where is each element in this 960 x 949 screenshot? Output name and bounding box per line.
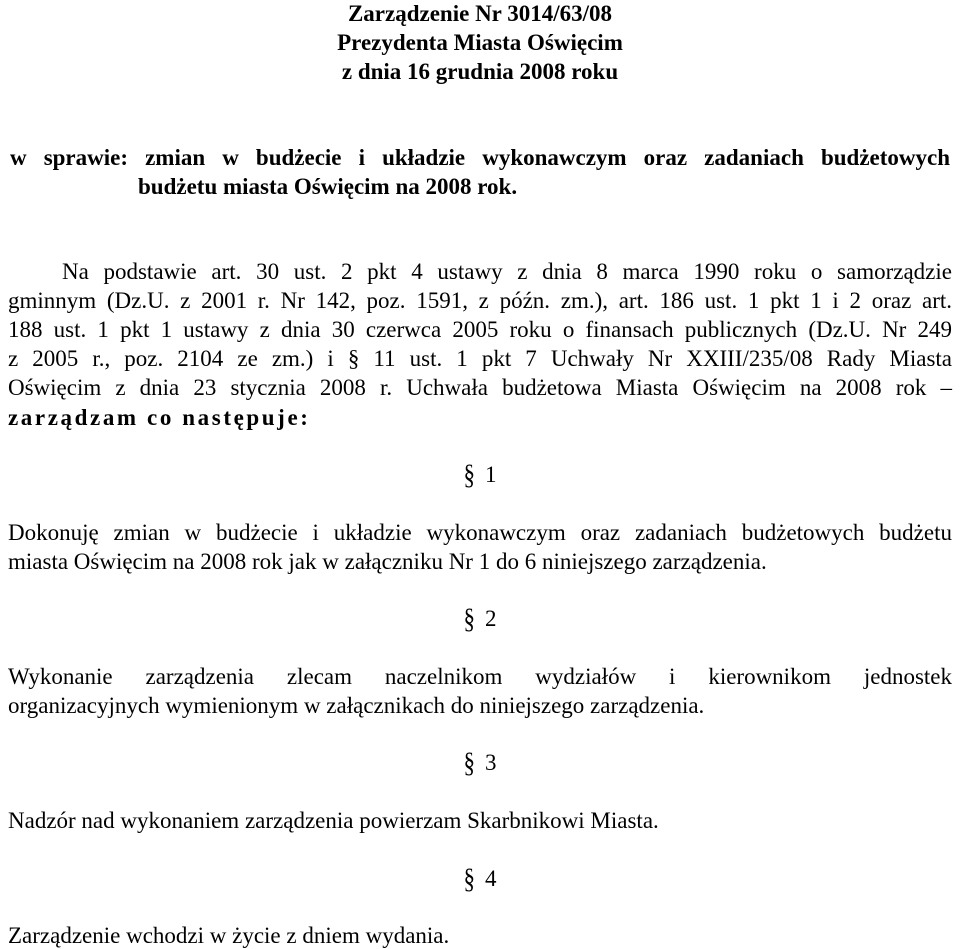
preamble-line-4: z 2005 r., poz. 2104 ze zm.) i § 11 ust. 1 pkt 7 Uchwały Nr XXIII/235/08 Rady Miasta (8, 346, 952, 371)
subject-line-2: budżetu miasta Oświęcim na 2008 rok. (138, 174, 518, 199)
section-number: 3 (485, 750, 497, 775)
preamble-line-3: 188 ust. 1 pkt 1 ustawy z dnia 30 czerwca 2005 roku o finansach publicznych (Dz.U. Nr 249 (8, 317, 952, 342)
section-2-line-2: organizacyjnych wymienionym w załącznikach do niniejszego zarządzenia. (8, 693, 705, 718)
preamble-line-1: Na podstawie art. 30 ust. 2 pkt 4 ustawy z dnia 8 marca 1990 roku o samorządzie (62, 259, 952, 284)
section-symbol: § (463, 746, 475, 778)
decree-statement: zarządzam co następuje: (8, 405, 311, 430)
section-symbol: § (463, 862, 475, 894)
preamble-line-2: gminnym (Dz.U. z 2001 r. Nr 142, poz. 1591, z późn. zm.), art. 186 ust. 1 pkt 1 i 2 oraz art. (8, 288, 952, 313)
subject-line-1: w sprawie: zmian w budżecie i układzie wykonawczym oraz zadaniach budżetowych (10, 145, 950, 170)
document-title: Zarządzenie Nr 3014/63/08 (347, 1, 613, 26)
preamble-line-5: Oświęcim z dnia 23 stycznia 2008 r. Uchwała budżetowa Miasta Oświęcim na 2008 rok – (8, 375, 952, 400)
section-4-heading (0, 862, 960, 894)
section-3-line-1: Nadzór nad wykonaniem zarządzenia powierzam Skarbnikowi Miasta. (8, 808, 659, 833)
document-issuer: Prezydenta Miasta Oświęcim (337, 30, 623, 55)
document-date: z dnia 16 grudnia 2008 roku (341, 59, 619, 84)
section-1-line-2: miasta Oświęcim na 2008 rok jak w załączniku Nr 1 do 6 niniejszego zarządzenia. (8, 549, 767, 574)
section-1-heading (0, 458, 960, 490)
section-1-line-1: Dokonuję zmian w budżecie i układzie wykonawczym oraz zadaniach budżetowych budżetu (8, 520, 952, 545)
section-3-heading (0, 746, 960, 778)
section-number: 4 (485, 866, 497, 891)
section-2-line-1: Wykonanie zarządzenia zlecam naczelnikom wydziałów i kierownikom jednostek (8, 664, 952, 689)
section-symbol: § (463, 458, 475, 490)
section-symbol: § (463, 602, 475, 634)
section-number: 2 (485, 606, 497, 631)
section-number: 1 (485, 462, 497, 487)
section-2-heading (0, 602, 960, 634)
section-4-line-1: Zarządzenie wchodzi w życie z dniem wydania. (8, 923, 450, 948)
